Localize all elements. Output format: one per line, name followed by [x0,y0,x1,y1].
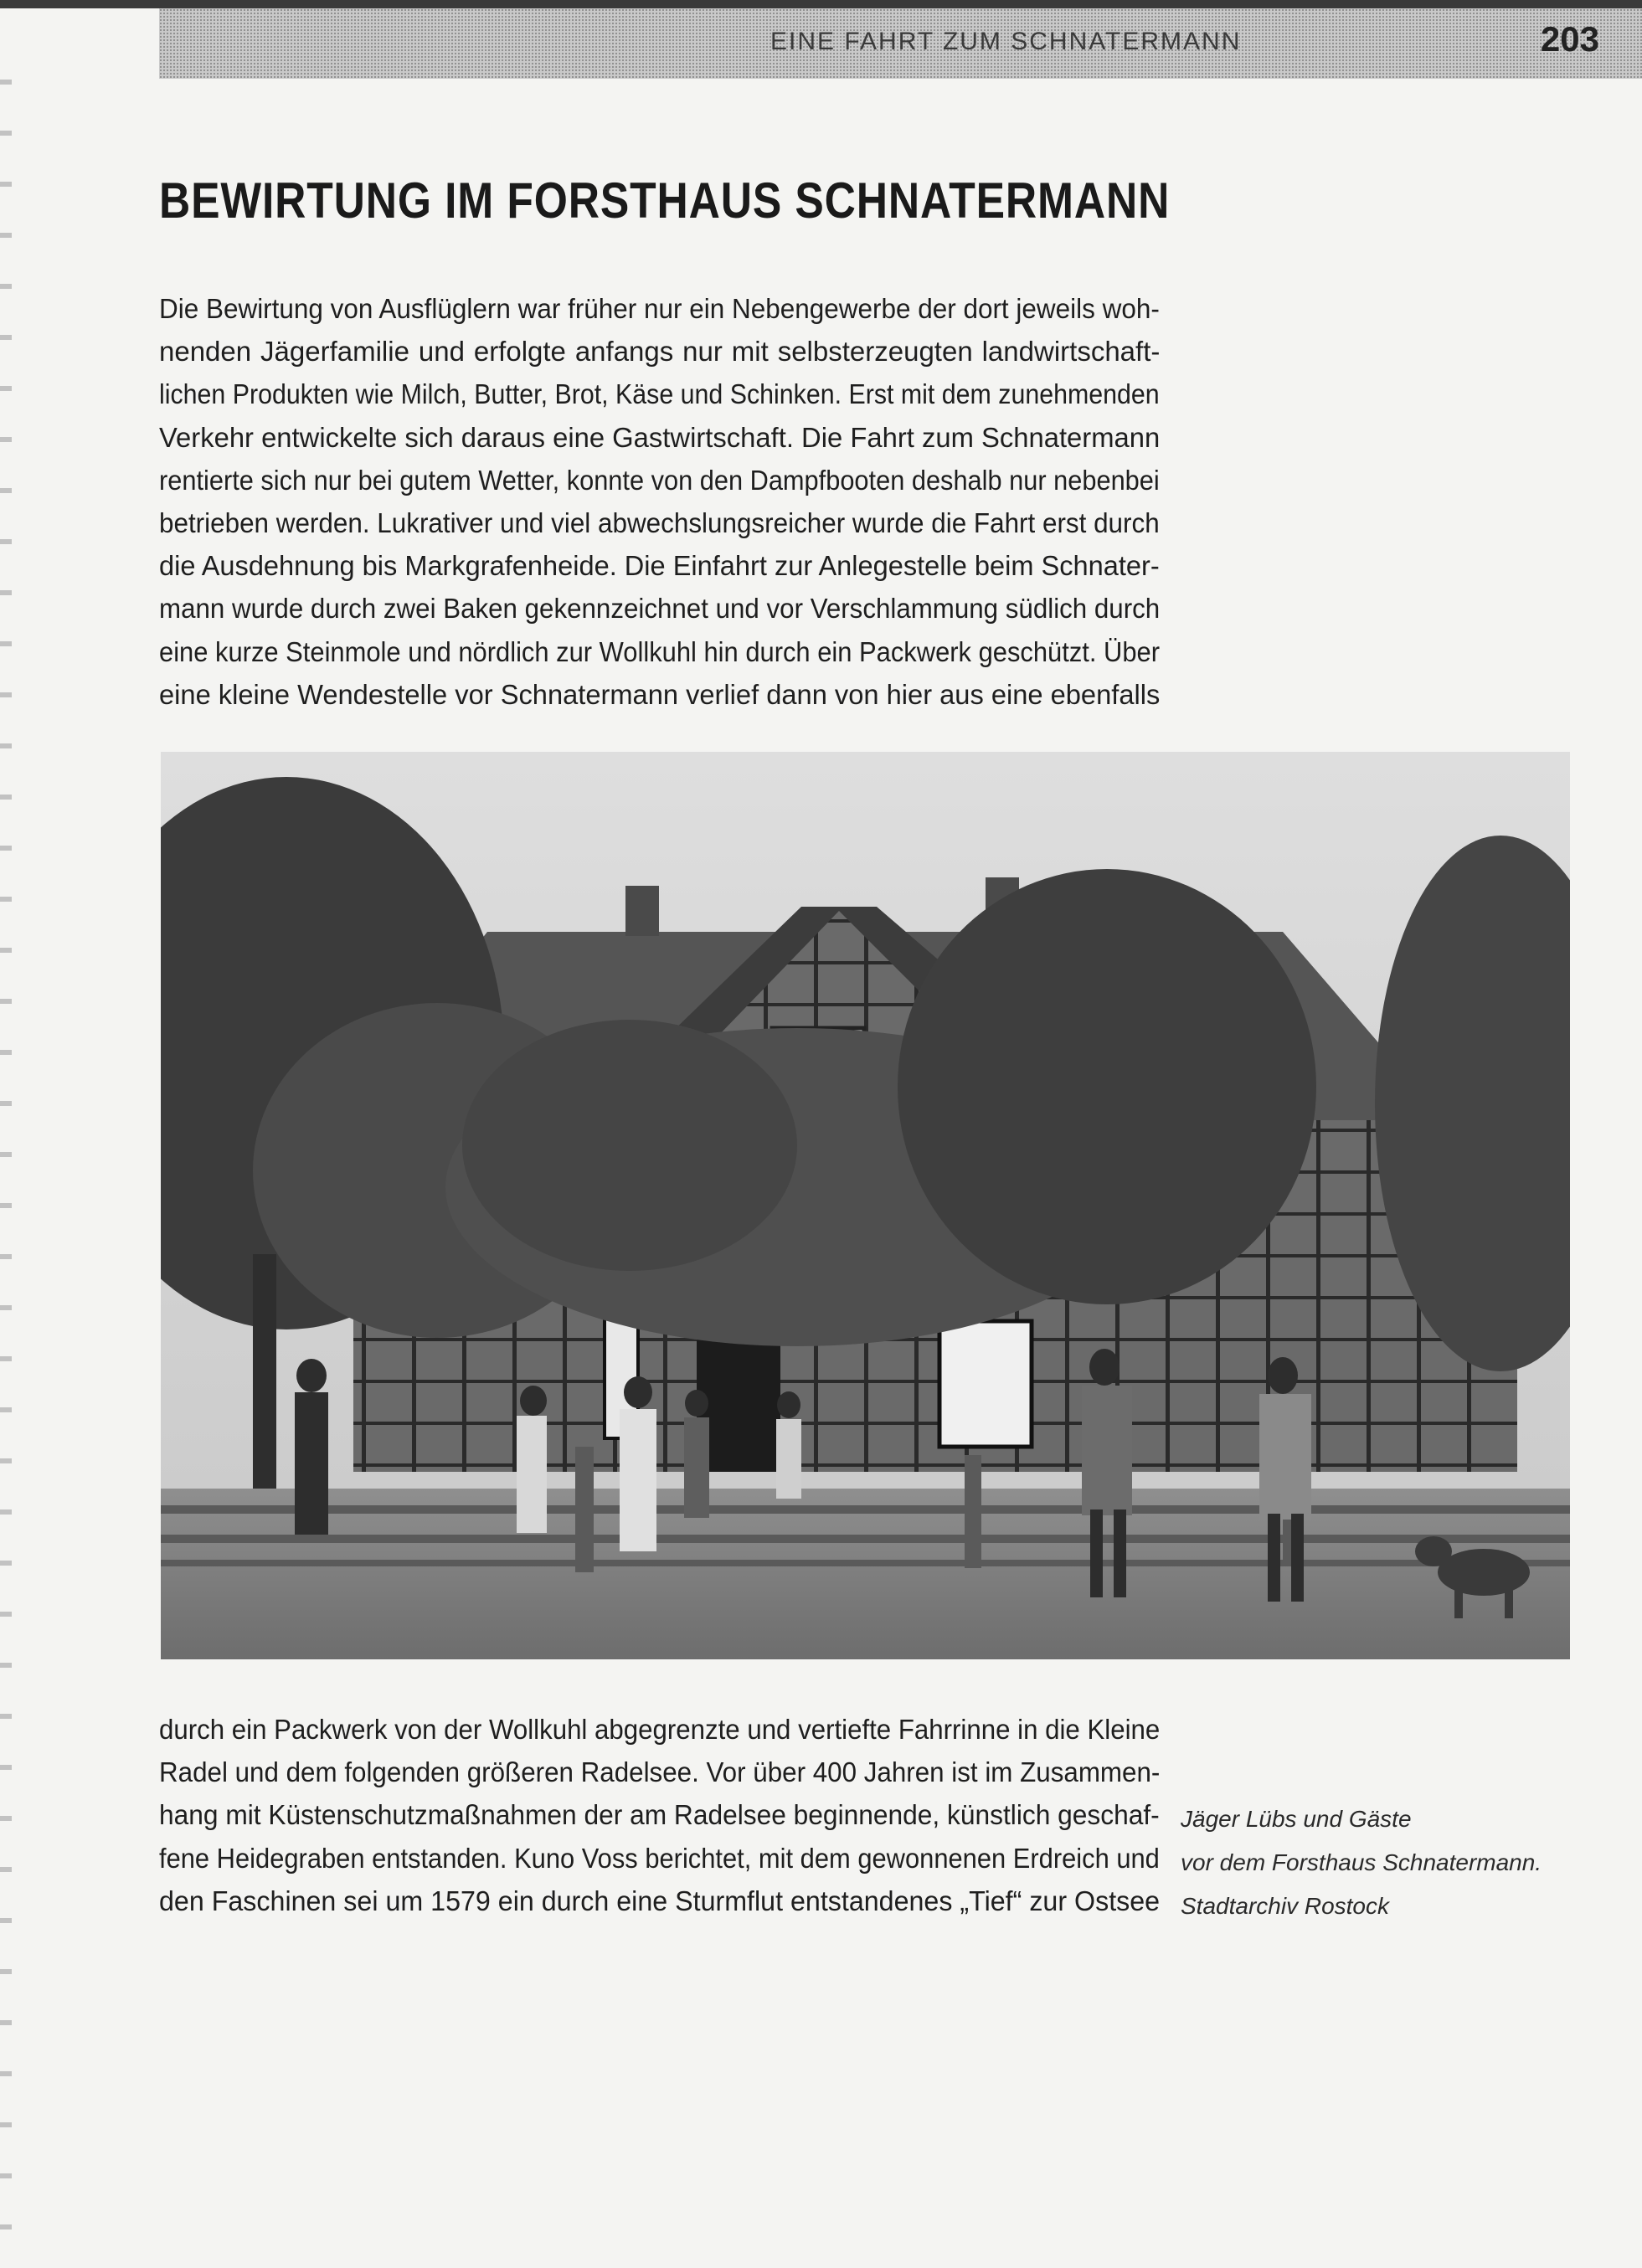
caption-line: vor dem Forsthaus Schnatermann. [1181,1849,1542,1875]
page-number: 203 [1540,19,1599,59]
caption-source: Stadtarchiv Rostock [1181,1893,1389,1919]
text-line: durch ein Packwerk von der Wollkuhl abgegrenzte und vertiefte Fahrrinne in die Kleine [159,1714,1161,1745]
text-line: Radel und dem folgenden größeren Radelsee. Vor über 400 Jahren ist im Zusammen- [159,1756,1161,1788]
text-line: betrieben werden. Lukrativer und viel abwechslungsreicher wurde die Fahrt erst durch [159,507,1160,539]
body-paragraph-2 [159,1708,1160,1922]
text-line: eine kleine Wendestelle vor Schnatermann verlief dann von hier aus eine ebenfalls [159,678,1161,710]
spiral-binding-marks [0,33,12,2260]
text-line: Verkehr entwickelte sich daraus eine Gastwirtschaft. Die Fahrt zum Schnatermann [159,421,1161,453]
text-line: den Faschinen sei um 1579 ein durch eine Sturmflut entstandenes „Tief“ zur Ostsee [159,1885,1161,1916]
photo-illustration [161,752,1570,1659]
text-line: hang mit Küstenschutzmaßnahmen der am Radelsee beginnende, künstlich geschaf- [159,1799,1160,1831]
caption-line: Jäger Lübs und Gäste [1181,1806,1412,1832]
text-line: Die Bewirtung von Ausflüglern war früher nur ein Nebengewerbe der dort jeweils woh- [159,293,1160,324]
body-paragraph-1 [159,287,1160,716]
text-line: eine kurze Steinmole und nördlich zur Wollkuhl hin durch ein Packwerk geschützt. Über [159,635,1161,667]
photo-caption [1181,1797,1542,1928]
text-line: fene Heidegraben entstanden. Kuno Voss berichtet, mit dem gewonnenen Erdreich und [159,1842,1160,1874]
text-line: mann wurde durch zwei Baken gekennzeichnet und vor Verschlammung südlich durch [159,593,1161,625]
page-top-edge [0,0,1642,8]
text-line: nenden Jägerfamilie und erfolgte anfangs nur mit selbsterzeugten landwirtschaft- [159,336,1161,368]
historic-photo-forsthaus [161,752,1570,1659]
running-head: EINE FAHRT ZUM SCHNATERMANN [770,28,1242,55]
text-line: die Ausdehnung bis Markgrafenheide. Die Einfahrt zur Anlegestelle beim Schnater- [159,550,1160,582]
page-title: BEWIRTUNG IM FORSTHAUS SCHNATERMANN [159,172,1171,229]
text-line: rentierte sich nur bei gutem Wetter, konnte von den Dampfbooten deshalb nur nebenbei [159,464,1160,496]
text-line: lichen Produkten wie Milch, Butter, Brot, Käse und Schinken. Erst mit dem zunehmenden [159,378,1160,410]
